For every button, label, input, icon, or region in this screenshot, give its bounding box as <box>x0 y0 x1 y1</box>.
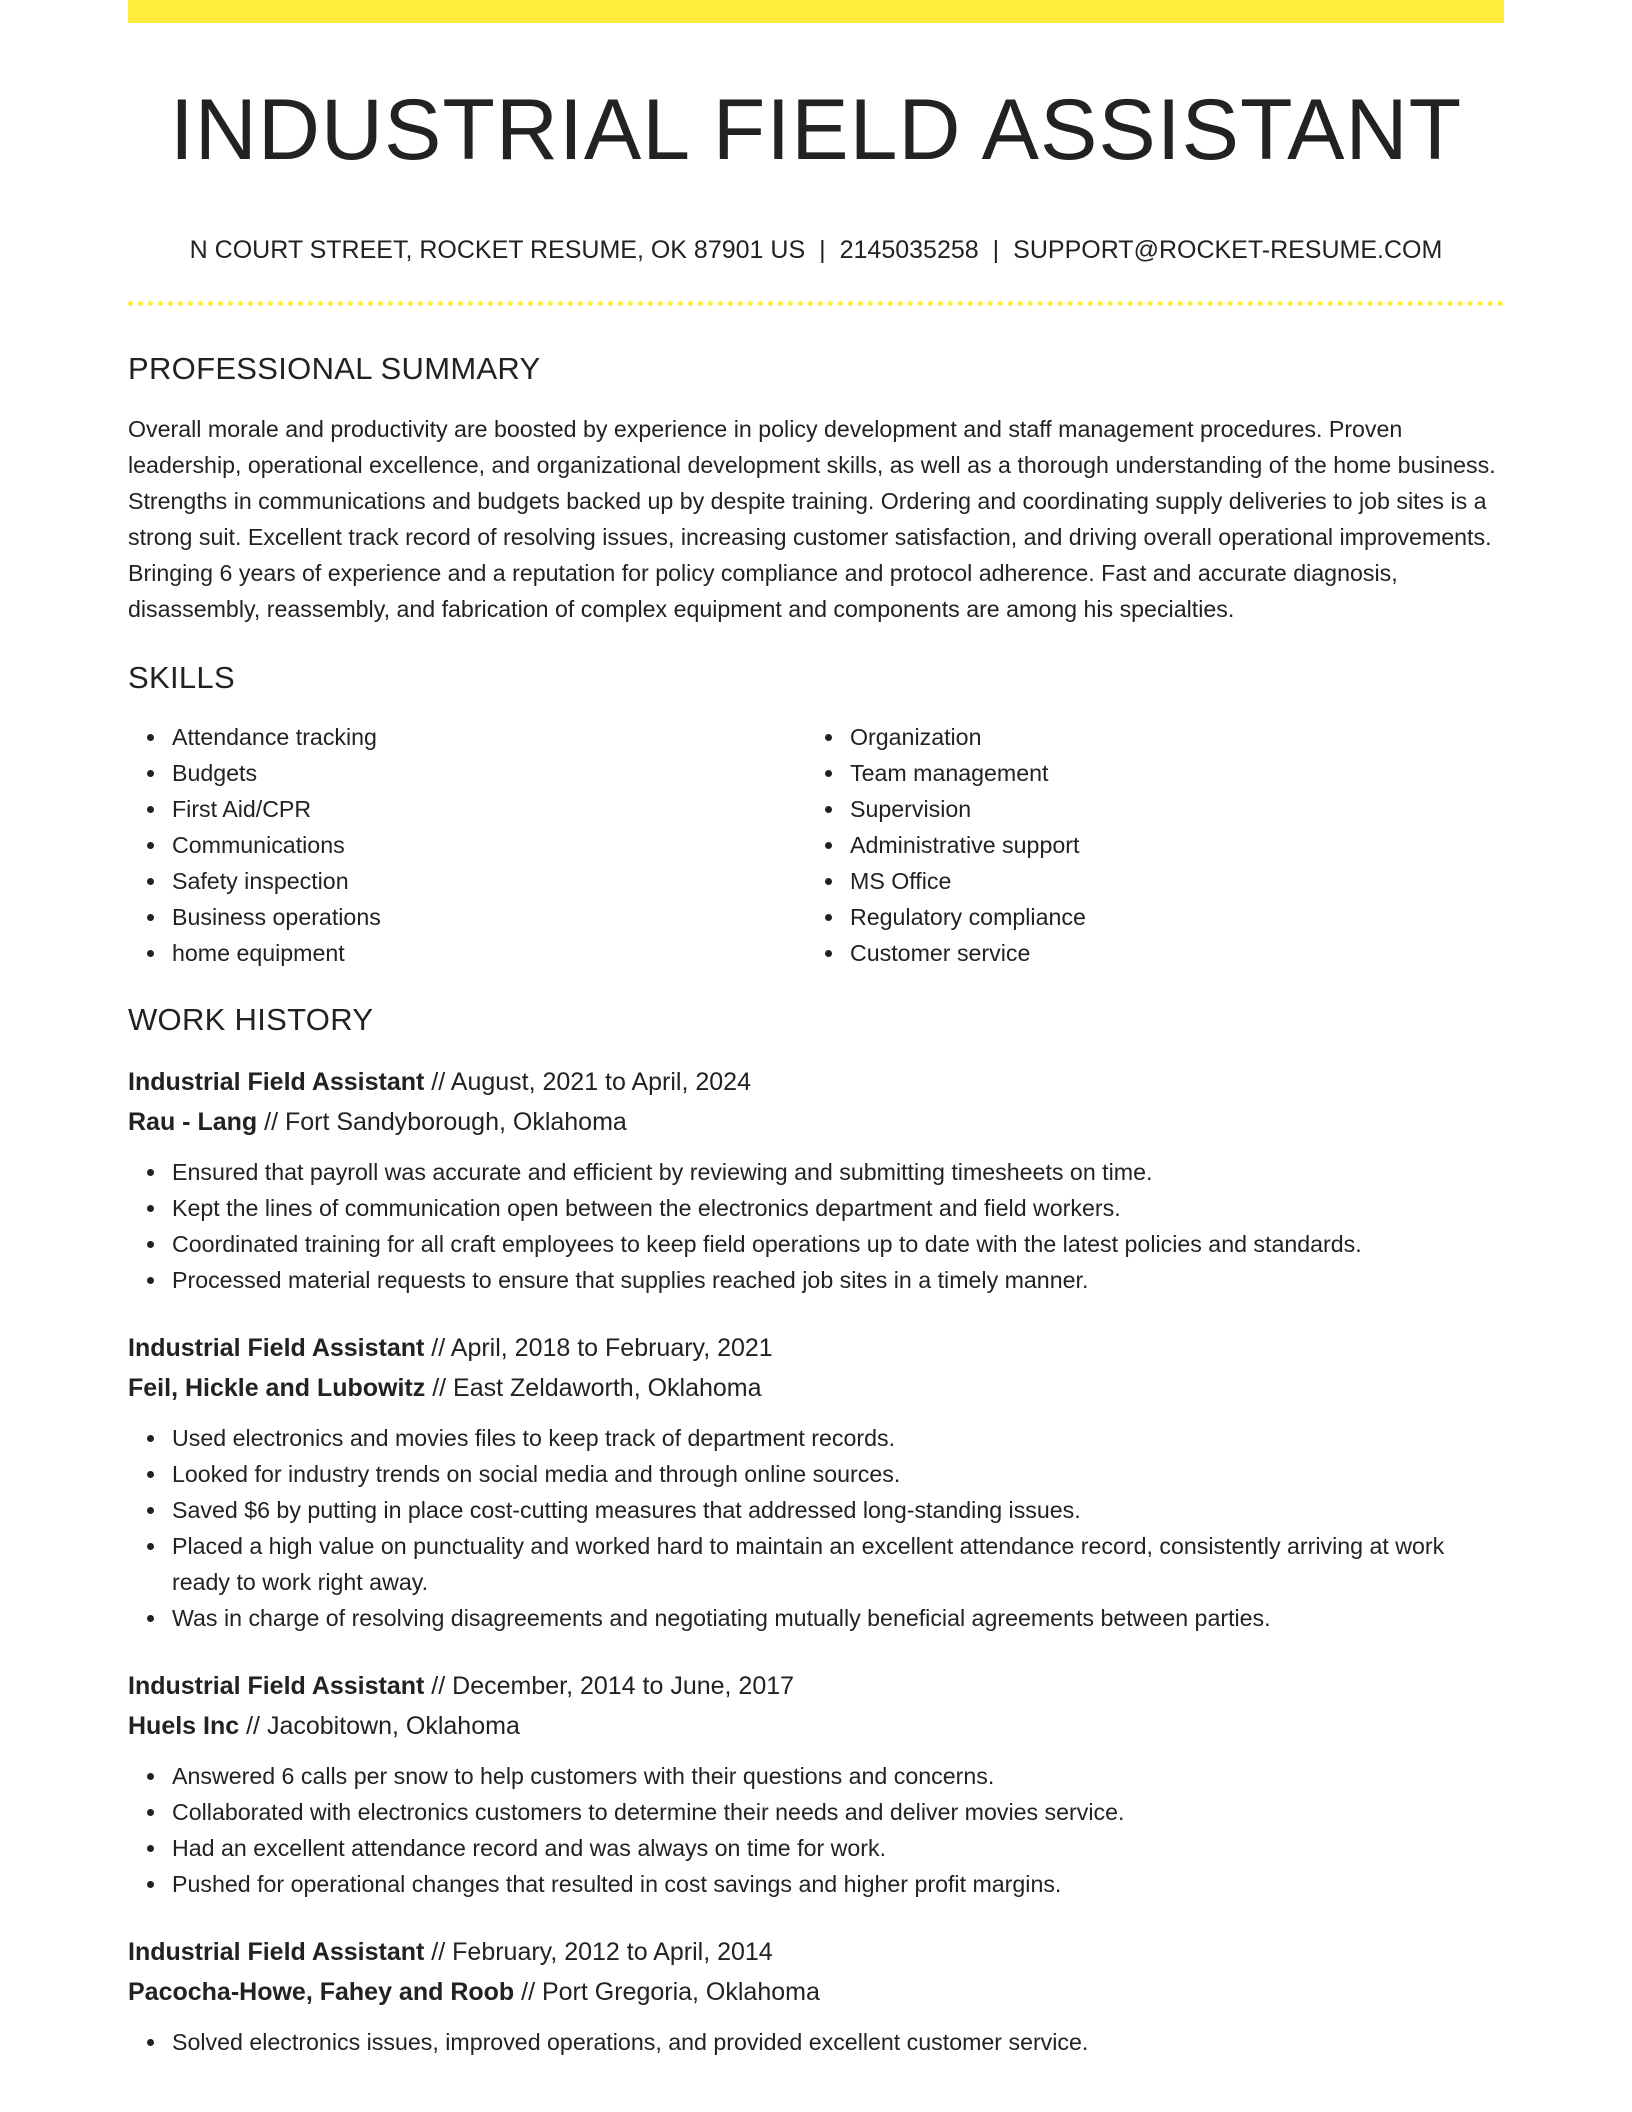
skill-item: Team management <box>850 755 1484 791</box>
job-location: // East Zeldaworth, Oklahoma <box>425 1373 762 1402</box>
job-company-line <box>128 1972 1504 2012</box>
phone-text: 2145035258 <box>839 236 979 265</box>
job-title-line <box>128 1932 1504 1972</box>
skills-columns <box>128 719 1504 971</box>
skill-item: Business operations <box>172 899 806 935</box>
contact-line <box>128 235 1504 265</box>
skill-item: Administrative support <box>850 827 1484 863</box>
job-title: Industrial Field Assistant <box>128 1067 425 1096</box>
job-title: Industrial Field Assistant <box>128 1937 425 1966</box>
job-bullet: Saved $6 by putting in place cost-cutting measures that addressed long-standing issues. <box>172 1492 1504 1528</box>
skill-item: Supervision <box>850 791 1484 827</box>
job-title: Industrial Field Assistant <box>128 1671 425 1700</box>
job-dates: // February, 2012 to April, 2014 <box>424 1937 773 1966</box>
job-bullet: Answered 6 calls per snow to help customers with their questions and concerns. <box>172 1758 1504 1794</box>
skills-heading: SKILLS <box>128 660 235 696</box>
job-bullet: Processed material requests to ensure that supplies reached job sites in a timely manner. <box>172 1262 1504 1298</box>
job-bullet: Collaborated with electronics customers to determine their needs and deliver movies service. <box>172 1794 1504 1830</box>
address-text: N COURT STREET, ROCKET RESUME, OK 87901 US <box>189 236 806 265</box>
skill-item: Attendance tracking <box>172 719 806 755</box>
skill-item: Budgets <box>172 755 806 791</box>
job-entry <box>128 1932 1504 2060</box>
job-bullet: Had an excellent attendance record and was always on time for work. <box>172 1830 1504 1866</box>
skills-list-right <box>806 719 1484 971</box>
job-company: Pacocha-Howe, Fahey and Roob <box>128 1977 515 2006</box>
job-title-line <box>128 1666 1504 1706</box>
job-dates: // December, 2014 to June, 2017 <box>424 1671 795 1700</box>
job-bullet: Placed a high value on punctuality and worked hard to maintain an excellent attendance record, consistently arriving at work ready to work right away. <box>172 1528 1504 1600</box>
skill-item: Safety inspection <box>172 863 806 899</box>
job-title: Industrial Field Assistant <box>128 1333 425 1362</box>
job-title-line <box>128 1328 1504 1368</box>
job-bullet: Was in charge of resolving disagreements and negotiating mutually beneficial agreements between parties. <box>172 1600 1504 1636</box>
job-title-line <box>128 1062 1504 1102</box>
contact-separator: | <box>992 236 1000 265</box>
skill-item: Regulatory compliance <box>850 899 1484 935</box>
job-location: // Jacobitown, Oklahoma <box>239 1711 520 1740</box>
job-location: // Fort Sandyborough, Oklahoma <box>257 1107 627 1136</box>
email-text: SUPPORT@ROCKET-RESUME.COM <box>1013 236 1443 265</box>
job-location: // Port Gregoria, Oklahoma <box>514 1977 820 2006</box>
job-bullet: Coordinated training for all craft employees to keep field operations up to date with the latest policies and standards. <box>172 1226 1504 1262</box>
job-dates: // April, 2018 to February, 2021 <box>424 1333 773 1362</box>
accent-top-bar <box>128 0 1504 23</box>
job-bullets <box>128 1154 1504 1298</box>
skill-item: MS Office <box>850 863 1484 899</box>
job-bullets <box>128 2024 1504 2060</box>
job-entry <box>128 1062 1504 1298</box>
job-company-line <box>128 1102 1504 1142</box>
job-company: Huels Inc <box>128 1711 240 1740</box>
job-bullet: Ensured that payroll was accurate and efficient by reviewing and submitting timesheets on time. <box>172 1154 1504 1190</box>
job-company: Rau - Lang <box>128 1107 258 1136</box>
job-entry <box>128 1666 1504 1902</box>
summary-heading: PROFESSIONAL SUMMARY <box>128 351 541 387</box>
dotted-divider <box>128 301 1504 306</box>
resume-page <box>128 0 1504 2060</box>
job-bullet: Kept the lines of communication open between the electronics department and field workers. <box>172 1190 1504 1226</box>
job-bullet: Used electronics and movies files to keep track of department records. <box>172 1420 1504 1456</box>
job-bullet: Pushed for operational changes that resulted in cost savings and higher profit margins. <box>172 1866 1504 1902</box>
job-company-line <box>128 1368 1504 1408</box>
skill-item: Organization <box>850 719 1484 755</box>
job-company: Feil, Hickle and Lubowitz <box>128 1373 426 1402</box>
summary-paragraph: Overall morale and productivity are boosted by experience in policy development and staff management procedures. Proven leadership, operational excellence, and organizational development skills, as well as a thorough understanding of the home business. Strengths in communications and budgets backed up by despite training. Ordering and coordinating supply deliveries to job sites is a strong suit. Excellent track record of resolving issues, increasing customer satisfaction, and driving overall operational improvements. Bringing 6 years of experience and a reputation for policy compliance and protocol adherence. Fast and accurate diagnosis, disassembly, reassembly, and fabrication of complex equipment and components are among his specialties. <box>128 416 1496 623</box>
job-bullet: Solved electronics issues, improved operations, and provided excellent customer service. <box>172 2024 1504 2060</box>
job-bullets <box>128 1758 1504 1902</box>
skill-item: home equipment <box>172 935 806 971</box>
job-company-line <box>128 1706 1504 1746</box>
resume-title: INDUSTRIAL FIELD ASSISTANT <box>169 82 1463 178</box>
skill-item: Communications <box>172 827 806 863</box>
skill-item: Customer service <box>850 935 1484 971</box>
skills-list-left <box>128 719 806 971</box>
contact-separator: | <box>819 236 826 265</box>
skill-item: First Aid/CPR <box>172 791 806 827</box>
work-history-heading: WORK HISTORY <box>128 1001 374 1037</box>
job-dates: // August, 2021 to April, 2024 <box>424 1067 751 1096</box>
job-bullet: Looked for industry trends on social media and through online sources. <box>172 1456 1504 1492</box>
job-bullets <box>128 1420 1504 1636</box>
job-entry <box>128 1328 1504 1636</box>
